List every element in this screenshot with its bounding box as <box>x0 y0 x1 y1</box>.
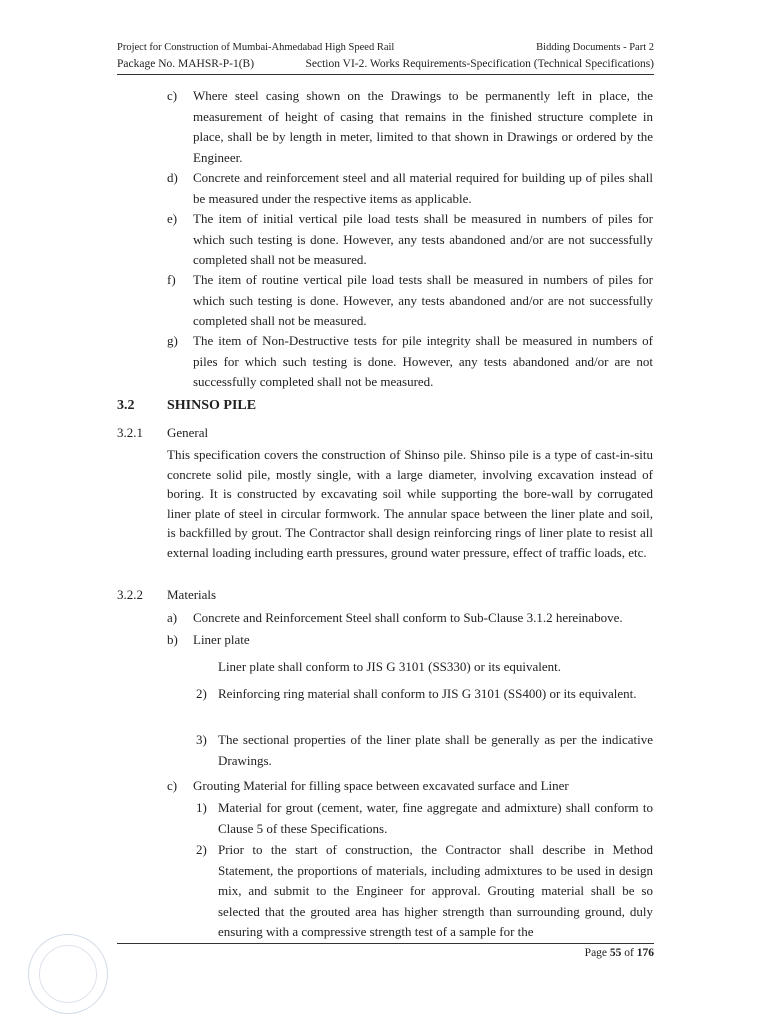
page-of: of <box>621 947 637 959</box>
sub-item-text: Material for grout (cement, water, fine aggregate and admixture) shall conform to Clause 5 of these Specifications. <box>218 800 653 836</box>
item-text: Where steel casing shown on the Drawings to be permanently left in place, the measurement of height of casing that remains in the finished structure complete in place, shall be by length in meter, limited to that shown in Drawings or ordered by the Engineer. <box>193 88 653 165</box>
sub-item-marker: 1) <box>196 800 207 815</box>
header-section: Section VI-2. Works Requirements-Specification (Technical Specifications) <box>305 58 654 70</box>
page-prefix: Page <box>584 947 610 959</box>
header-rule <box>117 74 654 75</box>
header-line-1 <box>117 41 654 55</box>
sub-list-item <box>218 798 653 839</box>
sub-item-marker: 2) <box>196 842 207 857</box>
list-item <box>193 86 653 168</box>
header-project: Project for Construction of Mumbai-Ahmedabad High Speed Rail <box>117 42 395 53</box>
item-text: Concrete and reinforcement steel and all material required for building up of piles shall be measured under the respective items as applicable. <box>193 170 653 206</box>
item-marker: b) <box>167 632 178 647</box>
list-item <box>193 331 653 393</box>
item-marker: f) <box>167 272 176 287</box>
item-marker: g) <box>167 333 178 348</box>
sub-item-marker: 2) <box>196 686 207 701</box>
faint-seal-stamp <box>28 934 108 1014</box>
page-total: 176 <box>636 947 654 959</box>
page-current: 55 <box>609 947 622 959</box>
list-item <box>193 608 655 629</box>
item-text: Grouting Material for filling space between excavated surface and Liner <box>193 778 569 793</box>
header-line-2 <box>117 57 654 71</box>
sub-item-text: Reinforcing ring material shall conform to JIS G 3101 (SS400) or its equivalent. <box>218 686 637 701</box>
header-doc-part: Bidding Documents - Part 2 <box>536 42 654 53</box>
footer-rule <box>117 943 654 944</box>
list-item <box>193 270 653 332</box>
item-text: The item of routine vertical pile load tests shall be measured in numbers of piles for which such testing is done. However, any tests abandoned and/or are not successfully completed shall not be measured. <box>193 272 653 328</box>
sub-item-text: Prior to the start of construction, the Contractor shall describe in Method Statement, the proportions of materials, including admixtures to be used in design mix, and submit to the Engineer for approval. Grouting material shall be so selected that the grouted area has higher strength than surrounding ground, duly ensuring with a compressive strength test of a sample for the <box>218 842 653 939</box>
item-marker: c) <box>167 88 178 103</box>
sub-list-item <box>218 840 653 943</box>
item-marker: a) <box>167 610 178 625</box>
list-item <box>193 630 653 651</box>
list-item <box>193 776 653 797</box>
sub-item-text: Liner plate shall conform to JIS G 3101 (SS330) or its equivalent. <box>218 659 562 674</box>
item-marker: d) <box>167 170 178 185</box>
sub-list-item <box>218 730 653 771</box>
item-text: Liner plate <box>193 632 250 647</box>
sub-item-text: The sectional properties of the liner plate shall be generally as per the indicative Drawings. <box>218 732 653 768</box>
section-number: 3.2 <box>117 398 135 413</box>
list-item <box>193 168 653 209</box>
header-package: Package No. MAHSR-P-1(B) <box>117 58 255 70</box>
item-marker: c) <box>167 778 178 793</box>
subsection-title: Materials <box>167 587 217 602</box>
section-title: SHINSO PILE <box>167 398 257 413</box>
subsection-number: 3.2.1 <box>117 425 143 440</box>
sub-item-marker: 3) <box>196 732 207 747</box>
subsection-title: General <box>167 425 209 440</box>
item-text: The item of Non-Destructive tests for pile integrity shall be measured in numbers of piles for which such testing is done. However, any tests abandoned and/or are not successfully completed shall not be measured. <box>193 333 653 389</box>
list-item <box>193 209 653 271</box>
item-marker: e) <box>167 211 178 226</box>
subsection-number: 3.2.2 <box>117 587 143 602</box>
item-text: The item of initial vertical pile load tests shall be measured in numbers of piles for which such testing is done. However, any tests abandoned and/or are not successfully completed shall not be measured. <box>193 211 653 267</box>
general-paragraph: This specification covers the construction of Shinso pile. Shinso pile is a type of cast-in-situ concrete solid pile, mostly single, with a large diameter, involving excavation instead of boring. It is constructed by excavating soil while supporting the bore-wall by corrugated liner plate of steel in circular formwork. The annular space between the liner plate and soil, is backfilled by grout. The Contractor shall design reinforcing rings of liner plate to resist all external loading including earth pressures, ground water pressure, effect of traffic loads, etc. <box>167 447 653 560</box>
sub-list-item <box>218 657 653 678</box>
page-number <box>585 947 654 959</box>
item-text: Concrete and Reinforcement Steel shall conform to Sub-Clause 3.1.2 hereinabove. <box>193 610 623 625</box>
sub-list-item <box>218 684 653 705</box>
